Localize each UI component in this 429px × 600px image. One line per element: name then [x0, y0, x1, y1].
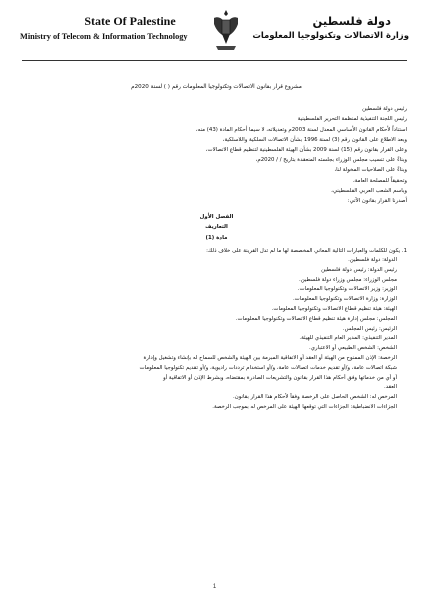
definition-item: رئيس الدولة: رئيس دولة فلسطين	[321, 266, 397, 273]
preamble-line: وباسم الشعب العربي الفلسطيني،	[331, 187, 407, 194]
state-name-en: State Of Palestine	[84, 14, 176, 28]
preamble-line: رئيس اللجنة التنفيذية لمنظمة التحرير الفلسطينية	[297, 116, 407, 123]
document-body	[26, 82, 407, 413]
ministry-name-ar: وزارة الاتصالات وتكنولوجيا المعلومات	[252, 31, 409, 41]
definition-item: مجلس الوزراء: مجلس وزراء دولة فلسطين.	[298, 276, 397, 283]
preamble-line: وبعد الاطلاع على القانون رقم (3) لسنة 1996 بشأن الاتصالات السلكية واللاسلكية،	[222, 136, 407, 143]
preamble-line: وعلى القرار بقانون رقم (15) لسنة 2009 بشأن الهيئة الفلسطينية لتنظيم قطاع الاتصالات،	[205, 147, 407, 154]
page-number: 1	[212, 584, 217, 590]
definition-item: شبكة اتصالات عامة، و/أو تقديم خدمات اتصالات عامة، و/أو استخدام ترددات راديوية، و/أو تقديم تكنولوجيا المعلومات	[139, 364, 397, 371]
letterhead-arabic	[252, 14, 409, 41]
preamble-line: رئيس دولة فلسطين	[362, 106, 407, 113]
definition-item: المجلس: مجلس إدارة هيئة تنظيم قطاع الاتصالات وتكنولوجيا المعلومات.	[235, 315, 397, 322]
preamble	[26, 104, 407, 206]
document-title: مشروع قرار بقانون الاتصالات وتكنولوجيا المعلومات رقم ( ) لسنة 2020م	[131, 84, 302, 90]
article-intro: 1. يكون للكلمات والعبارات التالية المعاني المخصصة لها ما لم تدل القرينة على خلاف ذلك:	[206, 247, 407, 254]
preamble-line: وتحقيقاً للمصلحة العامة،	[352, 177, 407, 184]
definitions-list	[26, 256, 407, 413]
definition-item: المدير التنفيذي: المدير العام التنفيذي للهيئة.	[299, 335, 397, 342]
definition-item: العقد.	[383, 384, 397, 391]
letterhead-english	[20, 14, 200, 41]
preamble-line: وبناءً على تنسيب مجلس الوزراء بجلسته المنعقدة بتاريخ / / 2020م،	[255, 157, 407, 164]
definition-item: الرخصة: الإذن الممنوح من الهيئة أو العقد أو الاتفاقية المبرمة بين الهيئة والشخص للسماح له بإنشاء وتشغيل وإدارة	[143, 355, 397, 362]
definition-item: الهيئة: هيئة تنظيم قطاع الاتصالات وتكنولوجيا المعلومات.	[271, 306, 397, 313]
header-divider	[22, 60, 407, 61]
definition-item: الوزارة: وزارة الاتصالات وتكنولوجيا المعلومات.	[292, 296, 397, 303]
state-name-ar: دولة فلسطين	[312, 14, 391, 28]
preamble-line: أصدرنا القرار بقانون الآتي:	[347, 198, 407, 205]
ministry-name-en: Ministry of Telecom & Information Technology	[20, 32, 188, 41]
chapter-heading: الفصل الأول	[199, 214, 234, 221]
letterhead	[12, 8, 417, 54]
definition-item: أو أي من خدماتها وفق أحكام هذا القرار بقانون والتشريعات الصادرة بمقتضاه، وبشرط الإذن أو الاتفاقية أو	[163, 374, 397, 381]
definition-item: الرئيس: رئيس المجلس.	[342, 325, 397, 332]
definition-item: الشخص: الشخص الطبيعي أو الاعتباري.	[309, 345, 397, 352]
chapter-title: التعاريف	[205, 224, 228, 231]
definition-item: الجزاءات الانضباطية: الجزاءات التي توقعها الهيئة على المرخص له بموجب الرخصة.	[212, 404, 397, 410]
preamble-line: استناداً لأحكام القانون الأساسي المعدل لسنة 2003م وتعديلاته، لا سيما أحكام المادة (43) منه،	[195, 126, 407, 133]
definition-item: الدولة: دولة فلسطين.	[348, 257, 397, 264]
definition-item: المرخص له: الشخص الحاصل على الرخصة وفقاً لأحكام هذا القرار بقانون.	[233, 394, 397, 401]
eagle-emblem-icon	[210, 8, 242, 52]
article-heading: مادة (1)	[205, 234, 228, 241]
preamble-line: وبناءً على الصلاحيات المخولة لنا،	[334, 167, 407, 174]
definition-item: الوزير: وزير الاتصالات وتكنولوجيا المعلومات.	[297, 286, 397, 293]
